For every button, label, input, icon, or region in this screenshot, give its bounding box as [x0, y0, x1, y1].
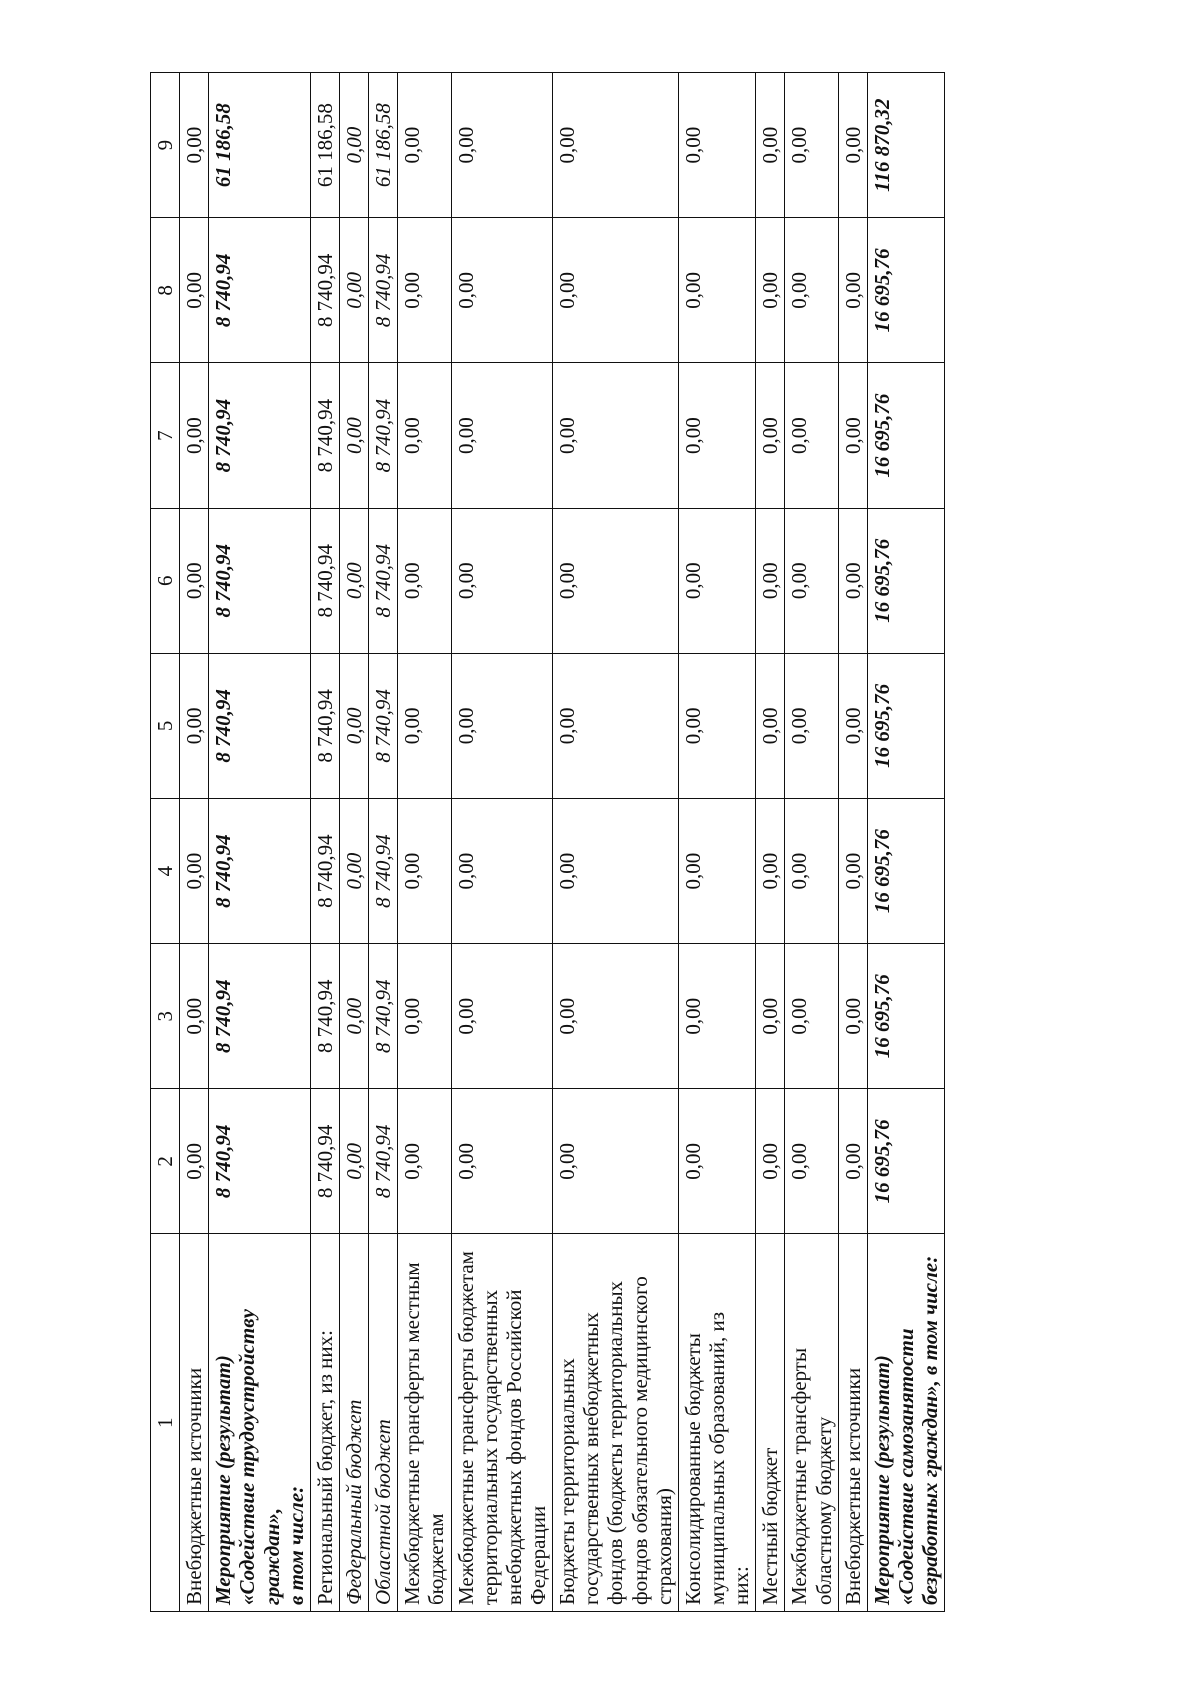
value-cell: 0,00 [678, 73, 755, 218]
value-cell: 8 740,94 [209, 508, 311, 653]
row-label-line: территориальных государственных [477, 1289, 502, 1605]
value-cell: 0,00 [678, 944, 755, 1089]
value-cell: 0,00 [838, 798, 867, 943]
value-cell: 0,00 [756, 798, 785, 943]
row-label-line: Межбюджетные трансферты местным [400, 1262, 425, 1605]
value-cell: 0,00 [553, 218, 679, 363]
value-cell: 0,00 [451, 218, 553, 363]
value-cell: 61 186,58 [369, 73, 398, 218]
row-label-line: них: [729, 1566, 754, 1605]
value-cell: 8 740,94 [209, 218, 311, 363]
value-cell: 16 695,76 [867, 218, 944, 363]
table-row [209, 73, 311, 1612]
value-cell: 0,00 [451, 653, 553, 798]
value-cell: 61 186,58 [209, 73, 311, 218]
value-cell: 0,00 [398, 508, 451, 653]
value-cell: 0,00 [838, 363, 867, 508]
row-label-line: муниципальных образований, из [704, 1311, 729, 1605]
value-cell: 8 740,94 [369, 218, 398, 363]
row-label-line: «Содействие самозанятости [893, 1328, 918, 1605]
row-label-cell [310, 1234, 339, 1612]
row-label-line: государственных внебюджетных [579, 1312, 604, 1605]
value-cell: 0,00 [553, 798, 679, 943]
table-row [369, 73, 398, 1612]
value-cell: 0,00 [398, 218, 451, 363]
value-cell: 0,00 [451, 798, 553, 943]
value-cell: 0,00 [398, 798, 451, 943]
row-label-line: Внебюджетные источники [182, 1367, 207, 1605]
table-body [180, 73, 945, 1612]
value-cell: 0,00 [838, 653, 867, 798]
value-cell: 61 186,58 [310, 73, 339, 218]
row-label-line: внебюджетных фондов Российской [501, 1289, 526, 1605]
table-row [451, 73, 553, 1612]
row-label-cell [451, 1234, 553, 1612]
row-label-line: Федеральный бюджет [341, 1399, 366, 1605]
value-cell: 8 740,94 [310, 944, 339, 1089]
value-cell: 8 740,94 [310, 218, 339, 363]
value-cell: 0,00 [838, 218, 867, 363]
row-label-cell [838, 1234, 867, 1612]
value-cell: 8 740,94 [369, 653, 398, 798]
value-cell: 0,00 [339, 218, 368, 363]
value-cell: 8 740,94 [369, 363, 398, 508]
table-row [867, 73, 944, 1612]
value-cell: 0,00 [785, 508, 838, 653]
value-cell: 0,00 [553, 73, 679, 218]
value-cell: 0,00 [785, 218, 838, 363]
value-cell: 8 740,94 [209, 363, 311, 508]
value-cell: 8 740,94 [310, 653, 339, 798]
value-cell: 0,00 [785, 798, 838, 943]
value-cell: 0,00 [838, 508, 867, 653]
value-cell: 0,00 [756, 363, 785, 508]
table-row [180, 73, 209, 1612]
row-label-line: Мероприятие (результат) [211, 1355, 236, 1605]
value-cell: 8 740,94 [310, 798, 339, 943]
header-cell: 9 [151, 73, 180, 218]
row-label-line: Межбюджетные трансферты бюджетам [453, 1251, 478, 1605]
value-cell: 0,00 [553, 1089, 679, 1234]
value-cell: 0,00 [398, 73, 451, 218]
row-label-cell [756, 1234, 785, 1612]
value-cell: 0,00 [785, 73, 838, 218]
row-label-line: граждан», [259, 1507, 284, 1605]
value-cell: 8 740,94 [310, 1089, 339, 1234]
value-cell: 8 740,94 [310, 508, 339, 653]
value-cell: 0,00 [756, 944, 785, 1089]
value-cell: 0,00 [838, 73, 867, 218]
value-cell: 0,00 [339, 1089, 368, 1234]
row-label-line: в том числе: [283, 1485, 308, 1605]
row-label-line: безработных граждан», в том числе: [918, 1255, 943, 1605]
value-cell: 16 695,76 [867, 653, 944, 798]
value-cell: 0,00 [451, 363, 553, 508]
row-label-line: бюджетам [424, 1513, 449, 1605]
row-label-cell [339, 1234, 368, 1612]
value-cell: 0,00 [553, 508, 679, 653]
value-cell: 0,00 [678, 363, 755, 508]
value-cell: 0,00 [838, 1089, 867, 1234]
value-cell: 0,00 [180, 1089, 209, 1234]
value-cell: 0,00 [398, 653, 451, 798]
value-cell: 0,00 [451, 1089, 553, 1234]
value-cell: 16 695,76 [867, 798, 944, 943]
row-label-cell [369, 1234, 398, 1612]
value-cell: 0,00 [339, 73, 368, 218]
row-label-line: Областной бюджет [371, 1419, 396, 1605]
value-cell: 8 740,94 [369, 1089, 398, 1234]
row-label-cell [398, 1234, 451, 1612]
row-label-line: областному бюджету [811, 1416, 836, 1605]
value-cell: 8 740,94 [209, 653, 311, 798]
table-row [678, 73, 755, 1612]
row-label-cell [180, 1234, 209, 1612]
value-cell: 8 740,94 [209, 798, 311, 943]
row-label-line: «Содействие трудоустройству [235, 1309, 260, 1605]
row-label-line: Федерации [525, 1505, 550, 1605]
value-cell: 0,00 [553, 653, 679, 798]
row-label-line: Внебюджетные источники [840, 1367, 865, 1605]
value-cell: 8 740,94 [209, 944, 311, 1089]
value-cell: 0,00 [678, 798, 755, 943]
row-label-line: фондов (бюджеты территориальных [603, 1280, 628, 1605]
value-cell: 0,00 [678, 653, 755, 798]
header-cell: 3 [151, 944, 180, 1089]
row-label-line: фондов обязательного медицинского [627, 1276, 652, 1605]
value-cell: 0,00 [339, 944, 368, 1089]
value-cell: 8 740,94 [369, 944, 398, 1089]
header-cell: 8 [151, 218, 180, 363]
table-row [838, 73, 867, 1612]
table-row [785, 73, 838, 1612]
value-cell: 0,00 [756, 1089, 785, 1234]
table-row [553, 73, 679, 1612]
table-row [310, 73, 339, 1612]
row-label-line: Консолидированные бюджеты [680, 1333, 705, 1605]
table-row [398, 73, 451, 1612]
value-cell: 0,00 [180, 653, 209, 798]
header-row [151, 73, 180, 1612]
value-cell: 0,00 [398, 363, 451, 508]
value-cell: 0,00 [678, 218, 755, 363]
value-cell: 0,00 [756, 73, 785, 218]
header-cell: 1 [151, 1234, 180, 1612]
header-cell: 4 [151, 798, 180, 943]
header-cell: 6 [151, 508, 180, 653]
row-label-cell [785, 1234, 838, 1612]
value-cell: 0,00 [553, 944, 679, 1089]
value-cell: 8 740,94 [209, 1089, 311, 1234]
value-cell: 0,00 [756, 653, 785, 798]
value-cell: 16 695,76 [867, 944, 944, 1089]
value-cell: 0,00 [180, 508, 209, 653]
value-cell: 0,00 [838, 944, 867, 1089]
value-cell: 8 740,94 [310, 363, 339, 508]
value-cell: 0,00 [451, 73, 553, 218]
header-cell: 7 [151, 363, 180, 508]
value-cell: 0,00 [398, 944, 451, 1089]
row-label-cell [553, 1234, 679, 1612]
value-cell: 0,00 [756, 218, 785, 363]
value-cell: 16 695,76 [867, 363, 944, 508]
rotated-page [150, 72, 945, 1612]
value-cell: 8 740,94 [369, 798, 398, 943]
value-cell: 0,00 [398, 1089, 451, 1234]
value-cell: 0,00 [180, 944, 209, 1089]
value-cell: 8 740,94 [369, 508, 398, 653]
value-cell: 0,00 [339, 798, 368, 943]
value-cell: 0,00 [785, 1089, 838, 1234]
value-cell: 0,00 [339, 508, 368, 653]
row-label-line: Региональный бюджет, из них: [312, 1330, 337, 1605]
value-cell: 0,00 [678, 508, 755, 653]
value-cell: 0,00 [451, 944, 553, 1089]
value-cell: 16 695,76 [867, 1089, 944, 1234]
table-row [756, 73, 785, 1612]
value-cell: 0,00 [451, 508, 553, 653]
row-label-cell [678, 1234, 755, 1612]
value-cell: 0,00 [180, 798, 209, 943]
table-row [339, 73, 368, 1612]
value-cell: 0,00 [785, 944, 838, 1089]
value-cell: 0,00 [180, 218, 209, 363]
row-label-line: Местный бюджет [758, 1447, 783, 1605]
value-cell: 0,00 [553, 363, 679, 508]
value-cell: 0,00 [339, 653, 368, 798]
value-cell: 0,00 [756, 508, 785, 653]
row-label-line: Мероприятие (результат) [869, 1355, 894, 1605]
row-label-line: Межбюджетные трансферты [787, 1347, 812, 1605]
value-cell: 16 695,76 [867, 508, 944, 653]
value-cell: 0,00 [339, 363, 368, 508]
value-cell: 0,00 [180, 363, 209, 508]
value-cell: 0,00 [785, 653, 838, 798]
value-cell: 0,00 [785, 363, 838, 508]
header-cell: 2 [151, 1089, 180, 1234]
value-cell: 0,00 [678, 1089, 755, 1234]
row-label-cell [209, 1234, 311, 1612]
header-cell: 5 [151, 653, 180, 798]
row-label-line: страхования) [651, 1488, 676, 1605]
budget-table [150, 72, 945, 1612]
row-label-line: Бюджеты территориальных [555, 1358, 580, 1605]
value-cell: 0,00 [180, 73, 209, 218]
value-cell: 116 870,32 [867, 73, 944, 218]
row-label-cell [867, 1234, 944, 1612]
